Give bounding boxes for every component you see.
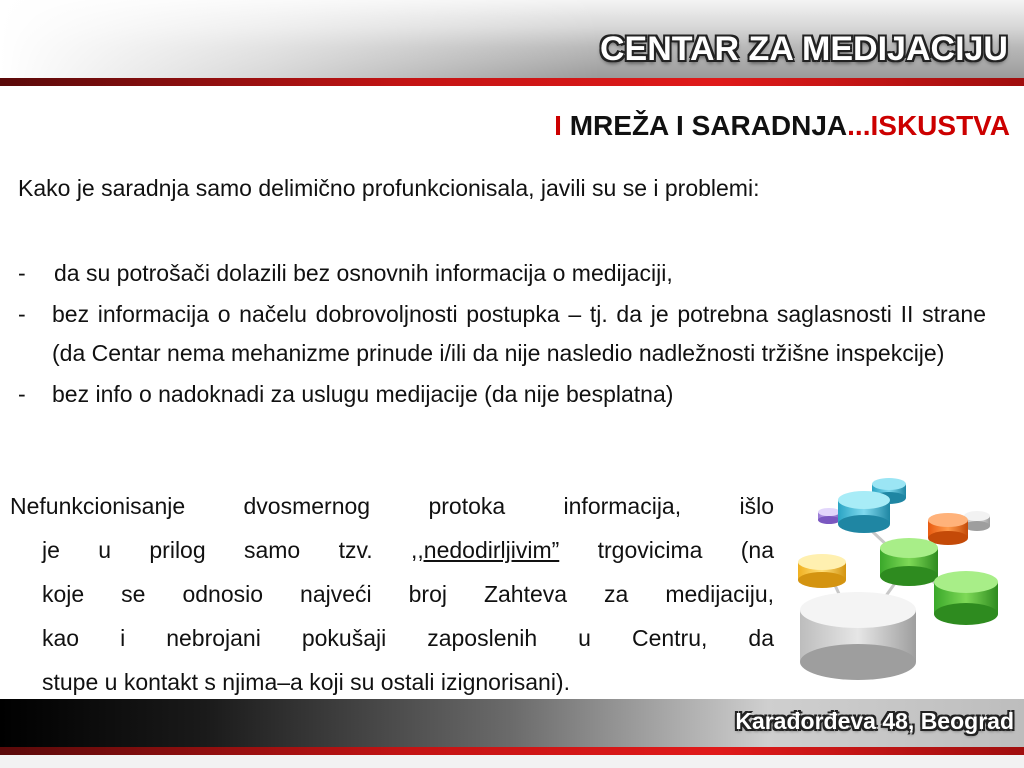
bullet-dash: -: [18, 260, 26, 286]
bullet-dash: -: [18, 301, 26, 327]
footer-bottom-strip: [0, 755, 1024, 768]
title-prefix: I: [554, 110, 562, 141]
slide-title: [554, 110, 1010, 142]
para-line-4: kao i nebrojani pokušaji zaposlenih u Centru, da: [42, 625, 774, 651]
para-line-2-start: je u prilog samo tzv.: [42, 537, 411, 563]
list-item: [18, 254, 986, 293]
second-paragraph: [10, 484, 774, 704]
org-title: CENTAR ZA MEDIJACIJU: [599, 30, 1008, 68]
bullet-text: da su potrošači dolazili bez osnovnih informacija o medijaciji,: [54, 260, 673, 286]
para-line-2: [10, 528, 774, 572]
problem-list: [18, 254, 986, 416]
title-dots: ...: [847, 110, 871, 141]
footer-address: Karađorđeva 48, Beograd: [735, 708, 1014, 734]
para-line-2-end: trgovicima (na: [559, 537, 775, 563]
para-line-1: Nefunkcionisanje dvosmernog protoka informacija, išlo: [10, 493, 774, 519]
intro-paragraph: Kako je saradnja samo delimično profunkcionisala, javili su se i problemi:: [18, 175, 760, 201]
bullet-dash: -: [18, 381, 26, 407]
underlined-term: ,,nedodirljivim”: [411, 537, 560, 563]
network-cylinders-icon: [788, 470, 1008, 695]
header-red-stripe: [0, 78, 1024, 86]
list-item: [18, 375, 986, 414]
para-line-5: stupe u kontakt s njima–a koji su ostali izignorisani).: [42, 669, 570, 695]
title-suffix: ISKUSTVA: [870, 110, 1010, 141]
bullet-text: bez informacija o načelu dobrovoljnosti postupka – tj. da je potrebna saglasnosti II strane (da Centar nema mehanizme prinude i/ili da nije nasledio nadležnosti tržišne inspekcije): [52, 301, 986, 366]
bullet-text: bez info o nadoknadi za uslugu medijacije (da nije besplatna): [52, 381, 674, 407]
para-line-3: koje se odnosio najveći broj Zahteva za medijaciju,: [42, 581, 774, 607]
title-main: MREŽA I SARADNJA: [561, 110, 848, 141]
footer-red-stripe: [0, 747, 1024, 755]
list-item: [18, 295, 986, 373]
